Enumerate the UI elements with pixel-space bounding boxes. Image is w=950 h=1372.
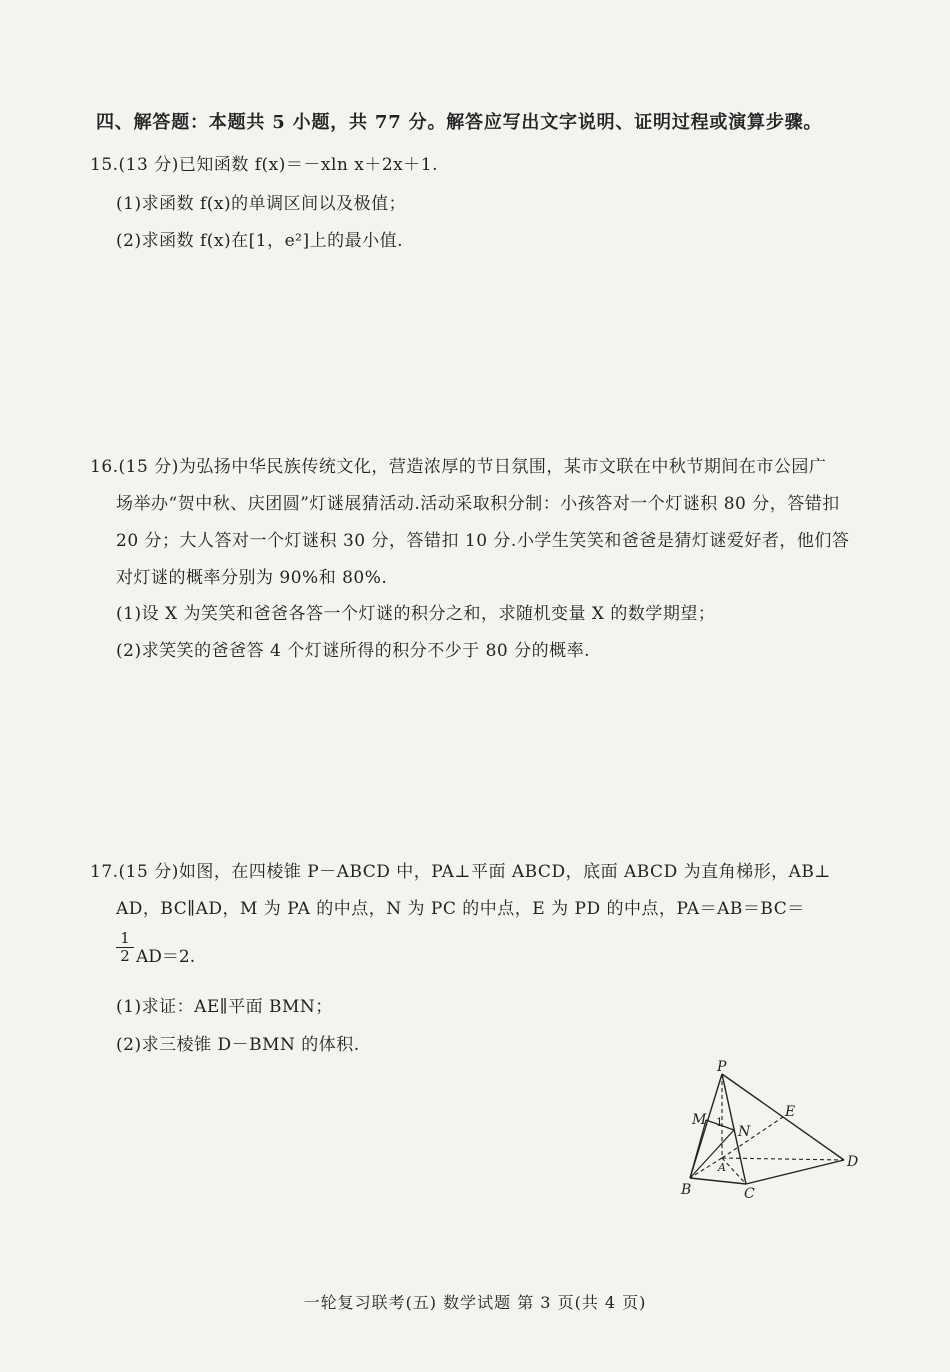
q16-head: 16.(15 分)为弘扬中华民族传统文化，营造浓厚的节日氛围，某市文联在中秋节期间在市公园广 <box>90 457 827 477</box>
q16-sub2: (2)求笑笑的爸爸答 4 个灯谜所得的积分不少于 80 分的概率. <box>116 641 591 661</box>
q17-fraction <box>116 930 134 965</box>
q16-sub1: (1)设 X 为笑笑和爸爸各答一个灯谜的积分之和，求随机变量 X 的数学期望； <box>116 604 716 624</box>
q17-sub1: (1)求证：AE∥平面 BMN； <box>116 997 333 1017</box>
label-N: N <box>738 1124 751 1140</box>
fraction-denominator: 2 <box>120 947 130 965</box>
q15-sub1: (1)求函数 f(x)的单调区间以及极值； <box>116 194 407 214</box>
page-footer: 一轮复习联考(五) 数学试题 第 3 页(共 4 页) <box>303 1293 647 1312</box>
q16-line3: 20 分；大人答对一个灯谜积 30 分，答错扣 10 分.小学生笑笑和爸爸是猜灯谜爱好者，他们答 <box>116 531 850 551</box>
label-E: E <box>785 1104 796 1120</box>
q16-line2: 场举办“贺中秋、庆团圆”灯谜展猜活动.活动采取积分制：小孩答对一个灯谜积 80 分，答错扣 <box>116 494 840 514</box>
section-title: 四、解答题：本题共 5 小题，共 77 分。解答应写出文字说明、证明过程或演算步骤。 <box>96 112 823 133</box>
label-B: B <box>681 1182 692 1198</box>
q17-line2: AD，BC∥AD，M 为 PA 的中点，N 为 PC 的中点，E 为 PD 的中点，PA＝AB＝BC＝ <box>116 899 805 919</box>
label-A: A <box>718 1161 726 1174</box>
q16-line4: 对灯谜的概率分别为 90%和 80%. <box>116 568 388 588</box>
q15-head: 15.(13 分)已知函数 f(x)＝－xln x＋2x＋1. <box>90 155 438 175</box>
edge-BC <box>690 1178 746 1184</box>
q17-sub2: (2)求三棱锥 D－BMN 的体积. <box>116 1035 360 1055</box>
label-M: M <box>692 1112 707 1128</box>
q17-head: 17.(15 分)如图，在四棱锥 P－ABCD 中，PA⊥平面 ABCD，底面 ABCD 为直角梯形，AB⊥ <box>90 862 831 882</box>
pyramid-figure <box>670 1060 870 1200</box>
label-P: P <box>717 1060 727 1075</box>
label-D: D <box>847 1154 859 1170</box>
segment-AE <box>722 1117 783 1158</box>
label-C: C <box>744 1186 755 1200</box>
q15-sub2: (2)求函数 f(x)在[1，e²]上的最小值. <box>116 231 403 251</box>
q17-fraction-rest: AD＝2. <box>136 947 196 967</box>
edge-CD <box>746 1160 844 1184</box>
fraction-numerator: 1 <box>116 930 134 948</box>
label-one: 1 <box>716 1116 723 1129</box>
